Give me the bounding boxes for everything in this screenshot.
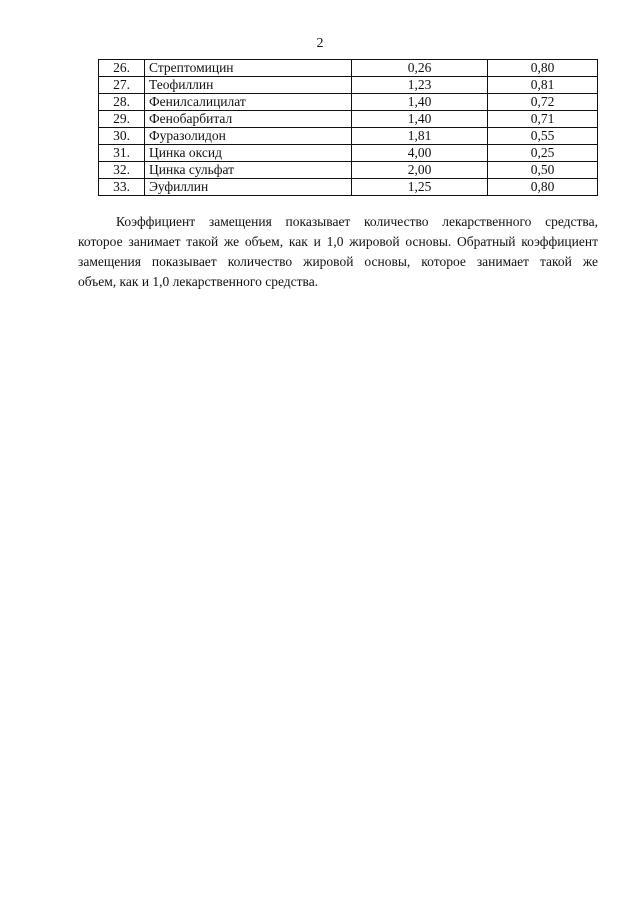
substitution-coefficient: 0,26 bbox=[352, 60, 488, 77]
table-row bbox=[99, 94, 598, 111]
substance-name: Эуфиллин bbox=[145, 179, 352, 196]
inverse-coefficient: 0,81 bbox=[488, 77, 598, 94]
inverse-coefficient: 0,25 bbox=[488, 145, 598, 162]
table-row bbox=[99, 145, 598, 162]
inverse-coefficient: 0,80 bbox=[488, 179, 598, 196]
row-number: 33. bbox=[99, 179, 145, 196]
inverse-coefficient: 0,55 bbox=[488, 128, 598, 145]
substitution-coefficient: 1,40 bbox=[352, 94, 488, 111]
substitution-coefficient: 4,00 bbox=[352, 145, 488, 162]
paragraph-line: Коэффициент замещения показывает количество лекарственного средства, bbox=[116, 214, 598, 229]
substance-name: Фенилсалицилат bbox=[145, 94, 352, 111]
inverse-coefficient: 0,71 bbox=[488, 111, 598, 128]
substance-name: Фуразолидон bbox=[145, 128, 352, 145]
substance-name: Стрептомицин bbox=[145, 60, 352, 77]
row-number: 32. bbox=[99, 162, 145, 179]
inverse-coefficient: 0,72 bbox=[488, 94, 598, 111]
table-row bbox=[99, 77, 598, 94]
table-row bbox=[99, 60, 598, 77]
inverse-coefficient: 0,80 bbox=[488, 60, 598, 77]
paragraph-line: объем, как и 1,0 лекарственного средства. bbox=[78, 274, 319, 289]
table-row bbox=[99, 179, 598, 196]
explanation-paragraph bbox=[78, 212, 598, 292]
table-row bbox=[99, 162, 598, 179]
substitution-coefficient: 2,00 bbox=[352, 162, 488, 179]
page-number: 2 bbox=[316, 36, 324, 51]
table-row bbox=[99, 111, 598, 128]
row-number: 26. bbox=[99, 60, 145, 77]
substance-name: Фенобарбитал bbox=[145, 111, 352, 128]
row-number: 27. bbox=[99, 77, 145, 94]
paragraph-line: которое занимает такой же объем, как и 1,0 жировой основы. Обратный коэффициент bbox=[78, 234, 598, 249]
row-number: 29. bbox=[99, 111, 145, 128]
row-number: 28. bbox=[99, 94, 145, 111]
substance-name: Теофиллин bbox=[145, 77, 352, 94]
substitution-coefficient: 1,25 bbox=[352, 179, 488, 196]
substitution-coefficient: 1,23 bbox=[352, 77, 488, 94]
row-number: 31. bbox=[99, 145, 145, 162]
substance-name: Цинка сульфат bbox=[145, 162, 352, 179]
paragraph-line: замещения показывает количество жировой основы, которое занимает такой же bbox=[78, 254, 598, 269]
table-row bbox=[99, 128, 598, 145]
inverse-coefficient: 0,50 bbox=[488, 162, 598, 179]
row-number: 30. bbox=[99, 128, 145, 145]
substance-name: Цинка оксид bbox=[145, 145, 352, 162]
substitution-coefficient-table bbox=[98, 59, 598, 196]
substitution-coefficient: 1,40 bbox=[352, 111, 488, 128]
substitution-coefficient: 1,81 bbox=[352, 128, 488, 145]
